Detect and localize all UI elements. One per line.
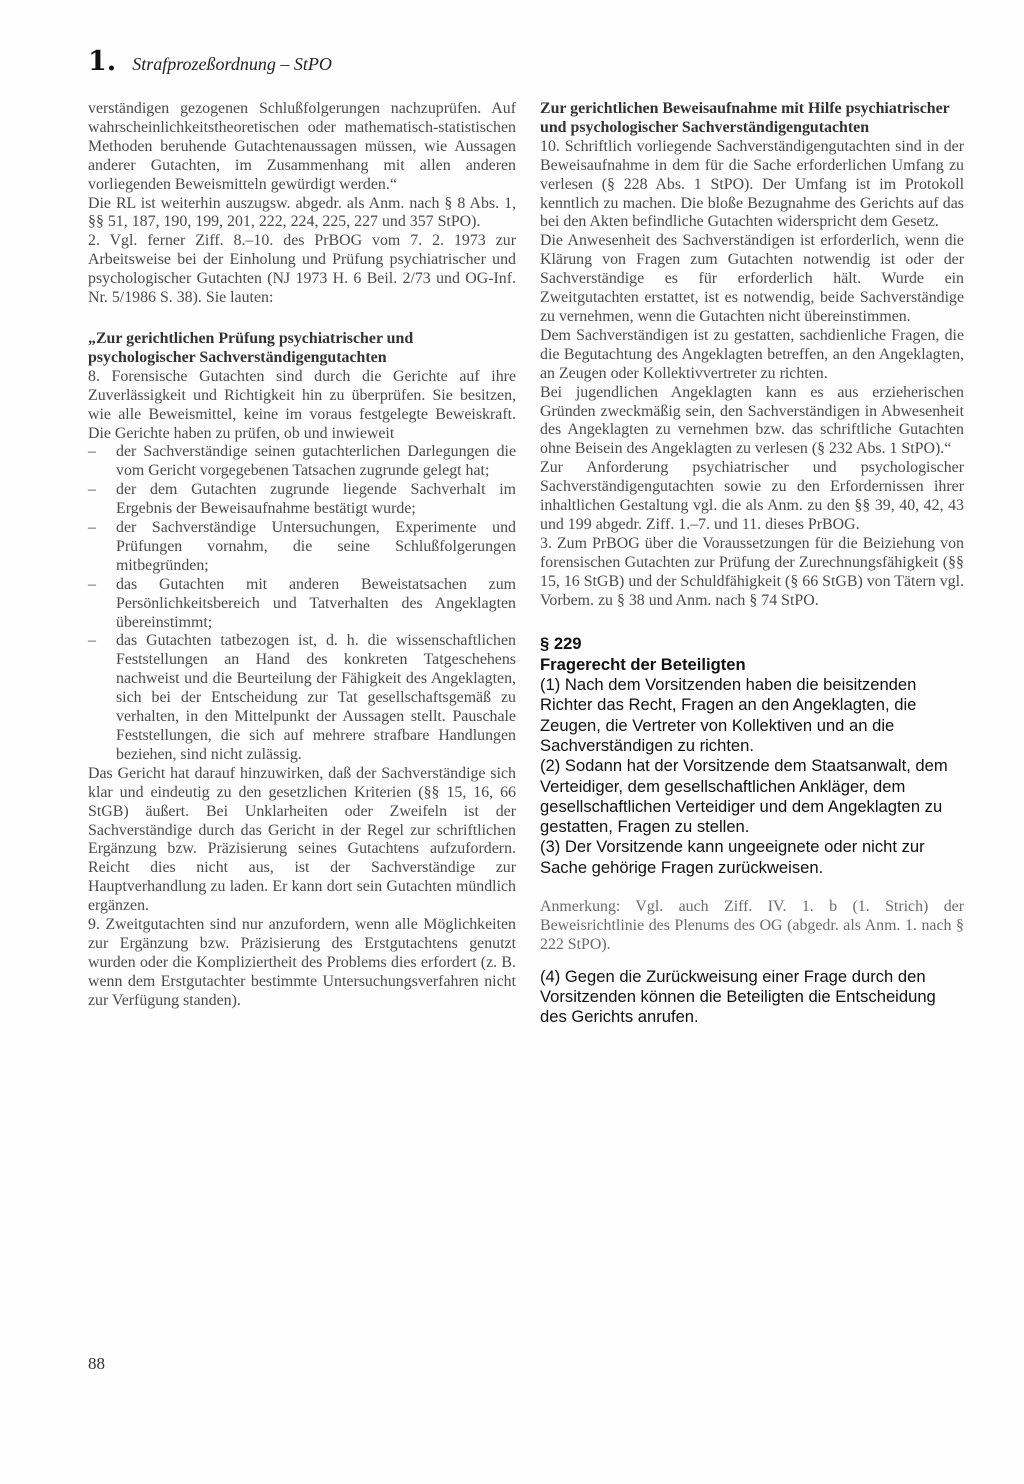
paragraph: Dem Sachverständigen ist zu gestatten, sachdienliche Fragen, die die Begutachtung des Angeklagten betreffen, an den Angeklagten, an Zeugen oder Kollektivvertreter zu richten. bbox=[540, 326, 964, 382]
page-number: 88 bbox=[88, 1354, 105, 1373]
section-heading: „Zur gerichtlichen Prüfung psychiatrischer und psychologischer Sachverständigengutachten bbox=[88, 329, 414, 366]
list-item: – das Gutachten mit anderen Beweistatsachen zum Persönlichkeitsbereich und Tatverhalten des Angeklagten übereinstimmt; bbox=[88, 576, 516, 633]
statute-paragraph: (2) Sodann hat der Vorsitzende dem Staatsanwalt, dem Verteidiger, dem gesellschaftlichen Ankläger, dem gesellschaftlichen Verteidiger und dem Angeklagten zu gestatten, Fragen zu stellen. bbox=[540, 756, 948, 837]
paragraph: Zur Anforderung psychiatrischer und psychologischer Sachverständigengutachten sowie zu den Erfordernissen ihrer inhaltlichen Gestaltung vgl. die als Anm. zu den §§ 39, 40, 42, 43 und 199 abgedr. Ziff. 1.–7. und 11. dieses PrBOG. bbox=[540, 459, 964, 533]
list-item: – der dem Gutachten zugrunde liegende Sachverhalt im Ergebnis der Beweisaufnahme bestätigt wurde; bbox=[88, 481, 516, 519]
paragraph: Das Gericht hat darauf hinzuwirken, daß der Sachverständige sich klar und eindeutig zu den gesetzlichen Kriterien (§§ 15, 16, 66 StGB) äußert. Bei Unklarheiten oder Zweifeln ist der Sachverständige durch das Gericht in der Regel zur schriftlichen Ergänzung bzw. Präzisierung seines Gutachtens aufzufordern. Reicht dies nicht aus, ist der Sachverständige zur Hauptverhandlung zu laden. Er kann dort sein Gutachten mündlich ergänzen. bbox=[88, 764, 516, 915]
statute-paragraph: (3) Der Vorsitzende kann ungeeignete oder nicht zur Sache gehörige Fragen zurückweisen. bbox=[540, 837, 925, 877]
paragraph: Die RL ist weiterhin auszugsw. abgedr. als Anm. nach § 8 Abs. 1, §§ 51, 187, 190, 199, 201, 222, 224, 225, 227 und 357 StPO). bbox=[88, 194, 516, 231]
statute-paragraph: (1) Nach dem Vorsitzenden haben die beisitzenden Richter das Recht, Fragen an den Angeklagten, die Zeugen, die Vertreter von Kollektiven und an die Sachverständigen zu richten. bbox=[540, 675, 917, 755]
paragraph: 3. Zum PrBOG über die Voraussetzungen für die Beiziehung von forensischen Gutachten zur Prüfung der Zurechnungsfähigkeit (§§ 15, 16 StGB) und der Schuldfähigkeit (§ 66 StGB) von Tätern vgl. Vorbem. zu § 38 und Anm. nach § 74 StPO. bbox=[540, 534, 964, 609]
paragraph: Bei jugendlichen Angeklagten kann es aus erzieherischen Gründen zweckmäßig sein, den Sachverständigen in Abwesenheit des Angeklagten zu vernehmen bzw. das schriftliche Gutachten ohne Beisein des Angeklagten zu verlesen (§ 232 Abs. 1 StPO).“ bbox=[540, 383, 964, 458]
section-heading: Zur gerichtlichen Beweisaufnahme mit Hilfe psychiatrischer und psychologischer Sachverständigengutachten bbox=[540, 100, 950, 136]
right-column bbox=[540, 100, 964, 1028]
statute-paragraph: (4) Gegen die Zurückweisung einer Frage durch den Vorsitzenden können die Beteiligten die Entscheidung des Gerichts anrufen. bbox=[540, 966, 936, 1027]
paragraph: 8. Forensische Gutachten sind durch die Gerichte auf ihre Zuverlässigkeit und Richtigkeit hin zu überprüfen. Sie besitzen, wie alle Beweismittel, keine im voraus festgelegte Beweiskraft. Die Gerichte haben zu prüfen, ob und inwieweit bbox=[88, 367, 516, 442]
paragraph: verständigen gezogenen Schlußfolgerungen nachzuprüfen. Auf wahrscheinlichkeitstheoretischen oder mathematisch-statistischen Methoden beruhende Gutachtenaussagen müssen, wie Aussagen anderer Gutachten, im Zusammenhang mit allen anderen vorliegenden Beweismitteln gewürdigt werden.“ bbox=[88, 100, 516, 193]
list-item: – der Sachverständige seinen gutachterlichen Darlegungen die vom Gericht vorgegebenen Tatsachen zugrunde gelegt hat; bbox=[88, 443, 516, 481]
list-item: – der Sachverständige Untersuchungen, Experimente und Prüfungen vornahm, die seine Schlußfolgerungen mitbegründen; bbox=[88, 519, 516, 576]
paragraph: Die Anwesenheit des Sachverständigen ist erforderlich, wenn die Klärung von Fragen zum Gutachten notwendig ist oder der Sachverständige es für erforderlich hält. Wurde ein Zweitgutachten erstattet, ist es notwendig, beide Sachverständige zu vernehmen, wenn die Gutachten nicht übereinstimmen. bbox=[540, 232, 964, 325]
annotation-note: Anmerkung: Vgl. auch Ziff. IV. 1. b (1. Strich) der Beweisrichtlinie des Plenums des OG (abgedr. als Anm. 1. nach § 222 StPO). bbox=[540, 898, 964, 953]
list-item: – das Gutachten tatbezogen ist, d. h. die wissenschaftlichen Feststellungen an Hand des konkreten Tatgeschehens nachweist und die Beurteilung der Fähigkeit des Angeklagten, sich bei der Entscheidung zur Tat gesellschaftsgemäß zu verhalten, in den Mittelpunkt der Aussagen stellt. Pauschale Feststellungen, die sich auf mehrere strafbare Handlungen beziehen, sind nicht zulässig. bbox=[88, 632, 516, 764]
chapter-number: 1. bbox=[88, 46, 117, 77]
left-column bbox=[88, 100, 516, 1011]
statute-section-229-cont bbox=[540, 967, 964, 1028]
chapter-title: Strafprozeßordnung – StPO bbox=[132, 54, 332, 74]
statute-section-229 bbox=[540, 634, 964, 878]
criteria-list bbox=[88, 443, 516, 764]
paragraph: 9. Zweitgutachten sind nur anzufordern, wenn alle Möglichkeiten zur Ergänzung bzw. Präzisierung des Erstgutachtens genutzt wurden oder die Kompliziertheit des Problems dies erfordert (z. B. wenn dem Erstgutachter bestimmte Untersuchungsverfahren nicht zur Verfügung standen). bbox=[88, 916, 516, 1009]
paragraph: 10. Schriftlich vorliegende Sachverständigengutachten sind in der Beweisaufnahme in dem für die Sache erforderlichen Umfang zu verlesen (§ 228 Abs. 1 StPO). Der Umfang ist im Protokoll kenntlich zu machen. Die bloße Bezugnahme des Gerichts auf das bei den Akten befindliche Gutachten widerspricht dem Gesetz. bbox=[540, 137, 964, 231]
section-number: § 229 bbox=[540, 634, 582, 654]
section-title: Fragerecht der Beteiligten bbox=[540, 654, 746, 674]
paragraph: 2. Vgl. ferner Ziff. 8.–10. des PrBOG vom 7. 2. 1973 zur Arbeitsweise bei der Einholung und Prüfung psychiatrischer und psychologischer Gutachten (NJ 1973 H. 6 Beil. 2/73 und OG-Inf. Nr. 5/1986 S. 38). Sie lauten: bbox=[88, 232, 516, 307]
running-header bbox=[88, 46, 332, 86]
